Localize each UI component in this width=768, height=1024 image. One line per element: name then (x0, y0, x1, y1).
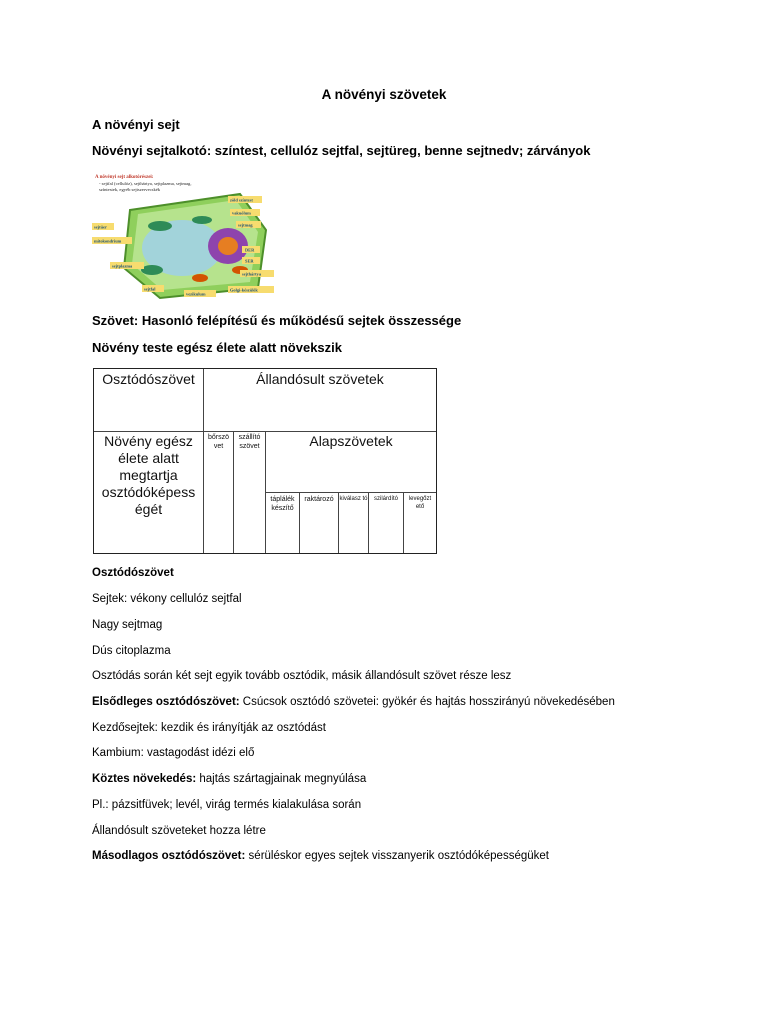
para-elsodleges-text: Csúcsok osztódó szövetei: gyökér és hajtás hosszirányú növekedésében (239, 696, 615, 708)
cell-kivalaszto: kiválasz tó (339, 496, 368, 502)
para-masodlagos-text: sérüléskor egyes sejtek visszanyerik osztódóképességüket (245, 850, 549, 862)
header-allandosult: Állandósult szövetek (256, 371, 384, 387)
osztodo-description: Növény egész élete alatt megtartja osztódóképess égét (101, 433, 196, 517)
cell-szilardito: szilárdító (373, 496, 398, 502)
label-sejtplazma: sejtplazma (112, 263, 133, 269)
label-golgi: Golgi-készülék (230, 287, 258, 293)
tissue-definition: Szövet: Hasonló felépítésű és működésű sejtek összessége (92, 313, 462, 328)
para-kezdosejtek: Kezdősejtek: kezdik és irányítják az osztódást (92, 722, 326, 734)
label-vezikulum: vezikulum (186, 291, 206, 297)
label-sejtmag: sejtmag (238, 222, 253, 228)
para-sejtmag: Nagy sejtmag (92, 619, 163, 631)
label-vakuolum: vakuólum (232, 210, 251, 216)
para-osztodas: Osztódás során két sejt egyik tovább osztódik, másik állandósult szövet része lesz (92, 670, 512, 682)
cell-components-line: Növényi sejtalkotó: színtest, cellulóz sejtfal, sejtüreg, benne sejtnedv; zárványok (92, 143, 591, 158)
para-koztes-label: Köztes növekedés: (92, 773, 197, 785)
figure-desc-1: - sejtfal (cellulóz), sejthártya, sejtplazma, sejtmag, (99, 181, 192, 186)
label-sejtfal: sejtfal (144, 286, 156, 292)
para-koztes-text: hajtás szártagjainak megnyúlása (196, 773, 367, 785)
label-zold-szintest: zöld színtest (230, 197, 253, 203)
label-sejtuer: sejtüer (94, 224, 107, 230)
header-alapszovetek: Alapszövetek (309, 433, 393, 449)
header-osztodoszovet: Osztódószövet (102, 371, 195, 387)
label-ser: SER (245, 258, 254, 264)
para-masodlagos (92, 850, 549, 862)
plant-growth-line: Növény teste egész élete alatt növekszik (92, 340, 343, 355)
label-der: DER (245, 247, 255, 253)
para-masodlagos-label: Másodlagos osztódószövet: (92, 850, 246, 862)
cell-taplalek: táplálék készítő (270, 496, 295, 512)
figure-heading: A növényi sejt alkotórészei: (95, 175, 154, 180)
para-citoplazma: Dús citoplazma (92, 645, 171, 657)
para-elsodleges-label: Elsődleges osztódószövet: (92, 696, 240, 708)
label-mitokondrium: mitokondrium (94, 238, 122, 244)
para-elsodleges (92, 696, 615, 708)
cell-raktarozo: raktározó (304, 496, 334, 503)
para-kambium: Kambium: vastagodást idézi elő (92, 747, 255, 759)
cell-levegozteto: levegőzt ető (408, 496, 432, 510)
label-sejthartya: sejthártya (242, 271, 262, 277)
plant-cell-figure (90, 170, 278, 302)
tissue-table (93, 368, 437, 554)
cell-borszovet: bőrszö vet (207, 434, 229, 450)
para-osztodoszovet: Osztódószövet (92, 567, 174, 579)
para-koztes (92, 773, 366, 785)
cell-szallito: szállító szövet (238, 434, 261, 450)
figure-desc-2: színtestek, egyéb sejtszervecskék (99, 187, 161, 192)
para-allandosult: Állandósult szöveteket hozza létre (92, 825, 266, 837)
para-pazsitfuvek: Pl.: pázsitfüvek; levél, virág termés kialakulása során (92, 799, 362, 811)
document-title: A növényi szövetek (321, 87, 447, 102)
section-heading: A növényi sejt (92, 117, 180, 132)
para-sejtek: Sejtek: vékony cellulóz sejtfal (92, 593, 242, 605)
